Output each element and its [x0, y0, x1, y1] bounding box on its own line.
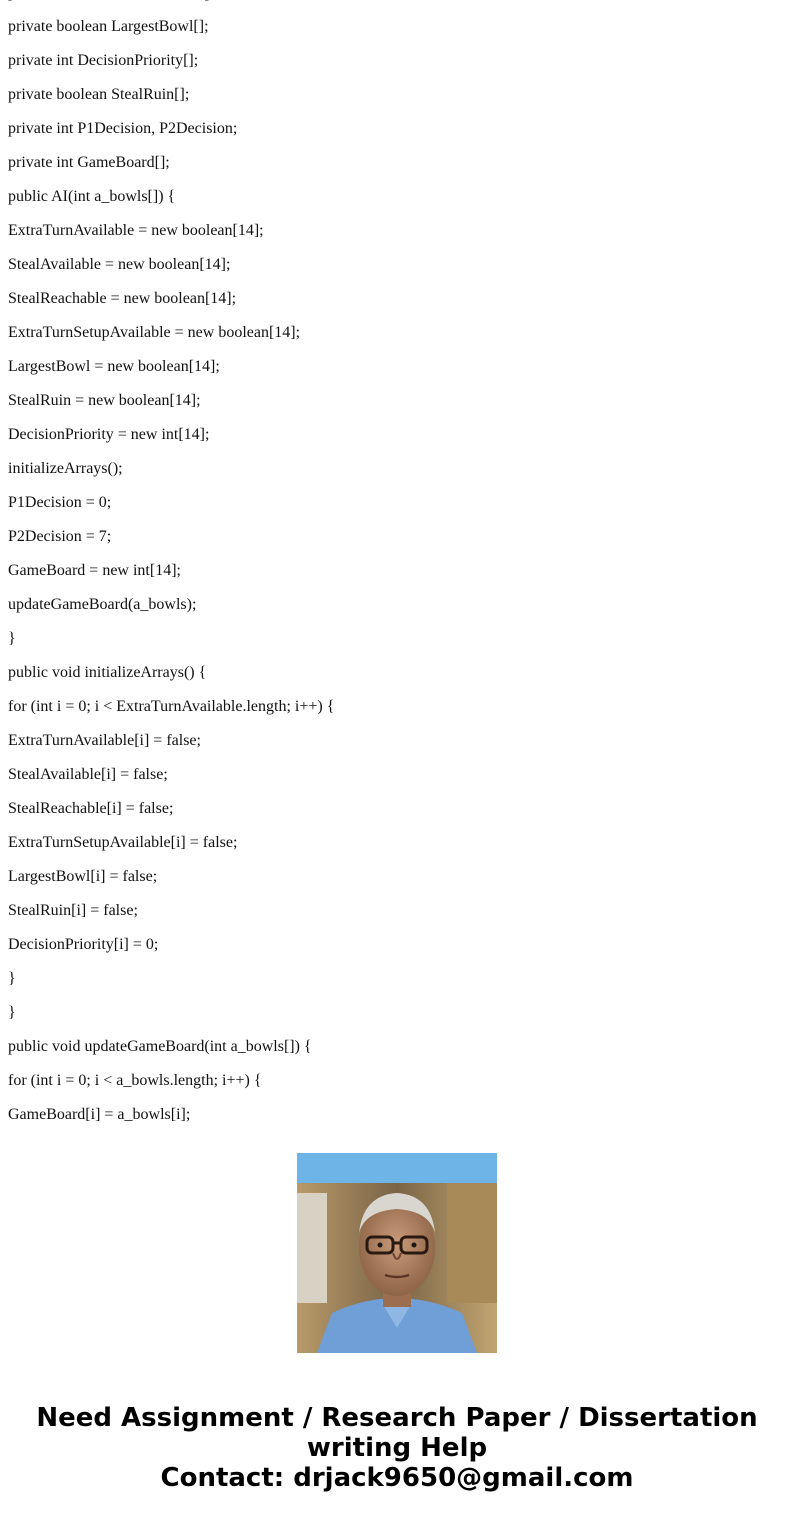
code-line: private int P1Decision, P2Decision;: [8, 120, 238, 137]
code-line: P1Decision = 0;: [8, 494, 112, 511]
code-line: public AI(int a_bowls[]) {: [8, 188, 176, 205]
code-line: }: [8, 630, 16, 647]
code-line: GameBoard[i] = a_bowls[i];: [8, 1106, 191, 1123]
code-line: }: [8, 970, 16, 987]
code-line: StealRuin = new boolean[14];: [8, 392, 201, 409]
banner-line-1: Need Assignment / Research Paper / Dissertation: [36, 1403, 758, 1433]
code-line: private int GameBoard[];: [8, 154, 170, 171]
contact-banner: [0, 1403, 794, 1493]
banner-line-2: writing Help: [306, 1433, 488, 1463]
code-line: StealReachable[i] = false;: [8, 800, 174, 817]
code-line: private boolean LargestBowl[];: [8, 18, 209, 35]
author-photo: [297, 1153, 497, 1353]
code-line: public void initializeArrays() {: [8, 664, 207, 681]
code-line: DecisionPriority = new int[14];: [8, 426, 210, 443]
code-line: ExtraTurnSetupAvailable[i] = false;: [8, 834, 238, 851]
contact-email: Contact: drjack9650@gmail.com: [160, 1463, 634, 1493]
code-lines: [8, 0, 334, 1140]
code-line: LargestBowl[i] = false;: [8, 868, 158, 885]
code-line: [8, 0, 334, 2]
code-line: LargestBowl = new boolean[14];: [8, 358, 220, 375]
code-line: for (int i = 0; i < a_bowls.length; i++) {: [8, 1072, 262, 1089]
author-avatar: [297, 1153, 497, 1353]
code-line: public void updateGameBoard(int a_bowls[]) {: [8, 1038, 312, 1055]
code-line: P2Decision = 7;: [8, 528, 112, 545]
code-line: StealAvailable = new boolean[14];: [8, 256, 231, 273]
code-line: for (int i = 0; i < ExtraTurnAvailable.length; i++) {: [8, 698, 335, 715]
code-line: StealAvailable[i] = false;: [8, 766, 168, 783]
code-line: updateGameBoard(a_bowls);: [8, 596, 197, 613]
code-line: GameBoard = new int[14];: [8, 562, 181, 579]
code-line: initializeArrays();: [8, 460, 123, 477]
code-line: ExtraTurnAvailable[i] = false;: [8, 732, 201, 749]
code-line: private int DecisionPriority[];: [8, 52, 199, 69]
code-line: }: [8, 1004, 16, 1021]
code-line: StealRuin[i] = false;: [8, 902, 138, 919]
code-line: private boolean StealRuin[];: [8, 86, 190, 103]
code-line: ExtraTurnAvailable = new boolean[14];: [8, 222, 264, 239]
code-line: DecisionPriority[i] = 0;: [8, 936, 159, 953]
code-line: StealReachable = new boolean[14];: [8, 290, 237, 307]
code-line: ExtraTurnSetupAvailable = new boolean[14];: [8, 324, 301, 341]
